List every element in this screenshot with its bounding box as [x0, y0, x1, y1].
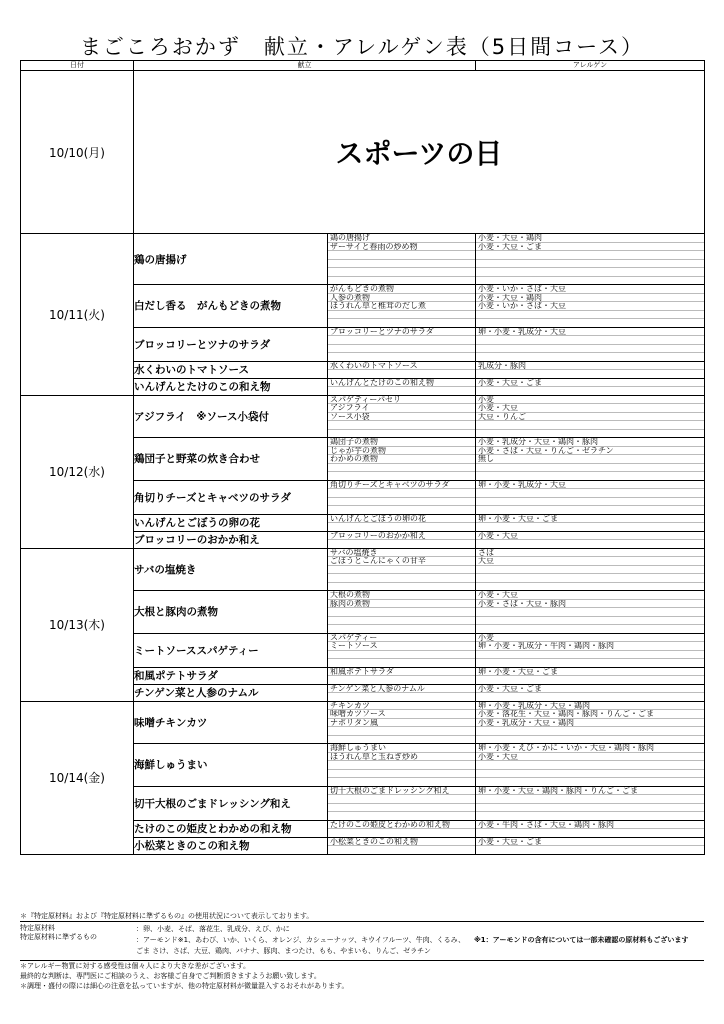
- dish-name: 小松菜ときのこの和え物: [134, 837, 328, 854]
- component-name: [328, 693, 475, 701]
- allergen-list: [476, 574, 704, 583]
- component-name: ソース小袋: [328, 413, 475, 422]
- dish-row: [21, 234, 705, 285]
- allergen-list: 小麦: [476, 634, 704, 643]
- allergen-list: 無し: [476, 455, 704, 464]
- component-name: 鶏の唐揚げ: [328, 234, 475, 243]
- dish-name: 角切りチーズとキャベツのサラダ: [134, 480, 328, 514]
- note-sensitivity: ＊アレルギー物質に対する感受性は個々人により大きな差がございます。: [20, 962, 250, 970]
- component-name: [328, 540, 475, 548]
- component-name: [328, 430, 475, 438]
- component-name: じゃが芋の煮物: [328, 447, 475, 456]
- allergen-list: さば: [476, 549, 704, 558]
- header-menu: 献立: [134, 61, 476, 71]
- allergen-list: 卵・小麦・乳成分・大豆: [476, 481, 704, 490]
- allergen-cell: [476, 395, 705, 438]
- component-name: [328, 345, 475, 354]
- allergen-list: [476, 812, 704, 820]
- component-name: スパゲティー: [328, 634, 475, 643]
- component-name: 豚肉の煮物: [328, 600, 475, 609]
- allergen-list: [476, 353, 704, 361]
- note-contamination: ＊調理・盛付の際には細心の注意を払っていますが、他の特定原材料が微量混入するおそれがあります。: [20, 982, 349, 990]
- allergen-list: [476, 260, 704, 269]
- allergen-cell: [476, 531, 705, 548]
- component-name: [328, 574, 475, 583]
- allergen-list: 小麦・乳成分・大豆・鶏肉・豚肉: [476, 438, 704, 447]
- component-name: [328, 336, 475, 345]
- almond-note: ※1：アーモンドの含有については一部未確認の原材料もございます: [474, 936, 689, 944]
- dish-name: 水くわいのトマトソース: [134, 361, 328, 378]
- allergen-cell: [476, 514, 705, 531]
- note-display: ＊『特定原材料』および『特定原材料に準ずるもの』の使用状況について表示しております。: [20, 912, 314, 920]
- allergen-list: 大豆・りんご: [476, 413, 704, 422]
- allergen-list: [476, 506, 704, 514]
- component-name: [328, 319, 475, 327]
- allergen-list: [476, 727, 704, 736]
- component-cell: [328, 514, 476, 531]
- component-name: [328, 676, 475, 684]
- dish-row: [21, 395, 705, 438]
- component-name: アジフライ: [328, 404, 475, 413]
- component-name: [328, 498, 475, 507]
- component-name: ナポリタン風: [328, 719, 475, 728]
- component-cell: [328, 361, 476, 378]
- allergen-list: 卵・小麦・えび・かに・いか・大豆・鶏肉・豚肉: [476, 744, 704, 753]
- component-name: [328, 804, 475, 813]
- allergen-list: [476, 540, 704, 548]
- allergen-list: [476, 583, 704, 591]
- dish-name: 海鮮しゅうまい: [134, 744, 328, 787]
- allergen-list: [476, 676, 704, 684]
- component-name: ごぼうとこんにゃくの甘辛: [328, 557, 475, 566]
- allergen-cell: [476, 234, 705, 285]
- component-name: ほうれん草と玉ねぎ炒め: [328, 753, 475, 762]
- allergen-list: [476, 311, 704, 320]
- dish-name: たけのこの姫皮とわかめの和え物: [134, 820, 328, 837]
- allergen-cell: [476, 744, 705, 787]
- component-name: サバの塩焼き: [328, 549, 475, 558]
- component-name: たけのこの姫皮とわかめの和え物: [328, 821, 475, 830]
- allergen-list: 卵・小麦・大豆・ごま: [476, 668, 704, 677]
- allergen-list: 小麦・大豆・鶏肉: [476, 294, 704, 303]
- allergen-cell: [476, 633, 705, 667]
- component-name: ザーサイと春雨の炒め物: [328, 243, 475, 252]
- allergen-cell: [476, 548, 705, 591]
- allergen-cell: [476, 786, 705, 820]
- allergen-cell: [476, 667, 705, 684]
- allergen-list: [476, 472, 704, 480]
- component-name: [328, 608, 475, 617]
- allergen-list: [476, 268, 704, 277]
- dish-name: サバの塩焼き: [134, 548, 328, 591]
- allergen-list: 小麦・いか・さば・大豆: [476, 285, 704, 294]
- component-cell: [328, 820, 476, 837]
- component-name: [328, 795, 475, 804]
- label-specified: 特定原材料: [20, 924, 55, 932]
- allergen-list: [476, 489, 704, 498]
- allergen-list: 小麦・大豆・ごま: [476, 685, 704, 694]
- header-date: 日付: [21, 61, 134, 71]
- component-cell: [328, 837, 476, 854]
- allergen-list: [476, 421, 704, 430]
- allergen-list: [476, 430, 704, 438]
- allergen-list: 小麦・落花生・大豆・鶏肉・豚肉・りんご・ごま: [476, 710, 704, 719]
- component-name: ブロッコリーのおかか和え: [328, 532, 475, 541]
- allergen-list: [476, 251, 704, 260]
- component-name: がんもどきの煮物: [328, 285, 475, 294]
- dish-name: いんげんとたけのこの和え物: [134, 378, 328, 395]
- component-name: [328, 566, 475, 575]
- component-cell: [328, 531, 476, 548]
- dish-row: [21, 701, 705, 744]
- component-name: [328, 812, 475, 820]
- allergen-list: [476, 277, 704, 285]
- allergen-list: [476, 464, 704, 473]
- dish-name: 白だし香る がんもどきの煮物: [134, 285, 328, 328]
- component-name: [328, 761, 475, 770]
- component-name: [328, 770, 475, 779]
- component-name: [328, 387, 475, 395]
- allergen-cell: [476, 684, 705, 701]
- allergen-cell: [476, 701, 705, 744]
- allergen-list: 卵・小麦・乳成分・大豆・鶏肉: [476, 702, 704, 711]
- allergen-list: 小麦・大豆・鶏肉: [476, 234, 704, 243]
- allergen-list: 小麦: [476, 396, 704, 405]
- date-cell: 10/10(月): [21, 71, 134, 234]
- component-name: [328, 277, 475, 285]
- component-name: [328, 311, 475, 320]
- allergen-list: [476, 795, 704, 804]
- component-name: [328, 617, 475, 626]
- allergen-list: [476, 370, 704, 378]
- allergen-list: 小麦・大豆・ごま: [476, 379, 704, 388]
- component-name: スパゲティーパセリ: [328, 396, 475, 405]
- allergen-list: [476, 761, 704, 770]
- component-cell: [328, 667, 476, 684]
- component-name: ミートソース: [328, 642, 475, 651]
- holiday-row: [21, 71, 705, 234]
- component-cell: [328, 633, 476, 667]
- component-name: [328, 625, 475, 633]
- component-name: [328, 659, 475, 667]
- allergen-list: [476, 523, 704, 531]
- component-name: [328, 489, 475, 498]
- menu-allergen-table: [20, 60, 705, 855]
- component-name: [328, 829, 475, 837]
- component-cell: [328, 548, 476, 591]
- note-judgement: 最終的な判断は、専門医にご相談のうえ、お客様ご自身でご判断頂きますようお願い致します。: [20, 972, 321, 980]
- component-name: [328, 251, 475, 260]
- dish-name: チンゲン菜と人参のナムル: [134, 684, 328, 701]
- component-name: 小松菜ときのこの和え物: [328, 838, 475, 847]
- allergen-list: 小麦・大豆・ごま: [476, 838, 704, 847]
- component-name: いんげんとたけのこの和え物: [328, 379, 475, 388]
- header-allergen: アレルゲン: [476, 61, 705, 71]
- allergen-list: 乳成分・豚肉: [476, 362, 704, 371]
- allergen-list: [476, 736, 704, 744]
- component-name: [328, 736, 475, 744]
- component-name: [328, 778, 475, 786]
- date-cell: 10/13(木): [21, 548, 134, 701]
- allergen-cell: [476, 378, 705, 395]
- component-name: [328, 464, 475, 473]
- component-name: ほうれん草と椎茸のだし煮: [328, 302, 475, 311]
- allergen-list: [476, 778, 704, 786]
- component-name: [328, 727, 475, 736]
- dish-name: アジフライ ※ソース小袋付: [134, 395, 328, 438]
- dish-name: 切干大根のごまドレッシング和え: [134, 786, 328, 820]
- component-name: ブロッコリーとツナのサラダ: [328, 328, 475, 337]
- allergen-list: 小麦・さば・大豆・りんご・ゼラチン: [476, 447, 704, 456]
- allergen-cell: [476, 361, 705, 378]
- allergen-list: 小麦・大豆: [476, 404, 704, 413]
- allergen-list: 小麦・大豆: [476, 532, 704, 541]
- component-name: 和風ポテトサラダ: [328, 668, 475, 677]
- dish-name: ブロッコリーとツナのサラダ: [134, 327, 328, 361]
- equivalent-list: ：アーモンド※1、あわび、いか、いくら、オレンジ、カシューナッツ、キウイフルーツ、牛肉、くるみ、ごま さけ、さば、大豆、鶏肉、バナナ、豚肉、まつたけ、もも、やまいも、りんご、ゼラチン: [136, 936, 466, 955]
- dish-row: [21, 548, 705, 591]
- component-name: [328, 421, 475, 430]
- allergen-cell: [476, 480, 705, 514]
- component-name: 海鮮しゅうまい: [328, 744, 475, 753]
- allergen-list: 小麦・大豆・ごま: [476, 243, 704, 252]
- allergen-list: [476, 336, 704, 345]
- component-name: チキンカツ: [328, 702, 475, 711]
- component-name: [328, 370, 475, 378]
- component-cell: [328, 480, 476, 514]
- component-name: 水くわいのトマトソース: [328, 362, 475, 371]
- dish-name: 大根と豚肉の煮物: [134, 591, 328, 634]
- component-cell: [328, 378, 476, 395]
- allergen-list: 卵・小麦・乳成分・大豆: [476, 328, 704, 337]
- allergen-cell: [476, 285, 705, 328]
- component-name: いんげんとごぼうの卵の花: [328, 515, 475, 524]
- component-name: 人参の煮物: [328, 294, 475, 303]
- allergen-list: [476, 846, 704, 854]
- allergen-list: 卵・小麦・乳成分・牛肉・鶏肉・豚肉: [476, 642, 704, 651]
- component-name: わかめの煮物: [328, 455, 475, 464]
- allergen-list: 小麦・いか・さば・大豆: [476, 302, 704, 311]
- allergen-list: [476, 498, 704, 507]
- holiday-label: スポーツの日: [134, 71, 705, 234]
- allergen-cell: [476, 327, 705, 361]
- allergen-list: 卵・小麦・大豆・鶏肉・豚肉・りんご・ごま: [476, 787, 704, 796]
- allergen-cell: [476, 591, 705, 634]
- allergen-list: 小麦・牛肉・さば・大豆・鶏肉・豚肉: [476, 821, 704, 830]
- allergen-list: [476, 566, 704, 575]
- component-name: [328, 583, 475, 591]
- allergen-list: 小麦・大豆: [476, 753, 704, 762]
- allergen-list: [476, 345, 704, 354]
- allergen-definition-box: [20, 921, 704, 961]
- allergen-list: [476, 617, 704, 626]
- allergen-list: 小麦・さば・大豆・豚肉: [476, 600, 704, 609]
- dish-name: 和風ポテトサラダ: [134, 667, 328, 684]
- allergen-list: [476, 693, 704, 701]
- label-equivalent: 特定原材料に準ずるもの: [20, 933, 97, 941]
- component-name: [328, 353, 475, 361]
- notes: [20, 911, 704, 991]
- allergen-list: [476, 608, 704, 617]
- dish-name: ミートソーススパゲティー: [134, 633, 328, 667]
- allergen-list: [476, 651, 704, 660]
- specified-list: ：卵、小麦、そば、落花生、乳成分、えび、かに: [136, 925, 290, 933]
- component-cell: [328, 591, 476, 634]
- allergen-list: [476, 804, 704, 813]
- allergen-list: 卵・小麦・大豆・ごま: [476, 515, 704, 524]
- allergen-list: [476, 770, 704, 779]
- component-name: 味噌カツソース: [328, 710, 475, 719]
- date-cell: 10/11(火): [21, 234, 134, 396]
- component-name: チンゲン菜と人参のナムル: [328, 685, 475, 694]
- component-name: [328, 523, 475, 531]
- component-cell: [328, 438, 476, 481]
- component-cell: [328, 285, 476, 328]
- dish-name: 味噌チキンカツ: [134, 701, 328, 744]
- allergen-list: [476, 829, 704, 837]
- component-cell: [328, 786, 476, 820]
- page-title: まごころおかず 献立・アレルゲン表（5日間コース）: [79, 35, 645, 59]
- allergen-list: 大豆: [476, 557, 704, 566]
- component-name: [328, 651, 475, 660]
- dish-name: 鶏の唐揚げ: [134, 234, 328, 285]
- allergen-cell: [476, 837, 705, 854]
- dish-name: いんげんとごぼうの卵の花: [134, 514, 328, 531]
- allergen-cell: [476, 438, 705, 481]
- component-cell: [328, 701, 476, 744]
- header-row: [21, 61, 705, 71]
- component-name: 大根の煮物: [328, 591, 475, 600]
- component-cell: [328, 684, 476, 701]
- allergen-cell: [476, 820, 705, 837]
- allergen-list: 小麦・大豆: [476, 591, 704, 600]
- component-cell: [328, 744, 476, 787]
- allergen-list: [476, 387, 704, 395]
- allergen-list: [476, 659, 704, 667]
- date-cell: 10/12(水): [21, 395, 134, 548]
- allergen-list: 小麦・乳成分・大豆・鶏肉: [476, 719, 704, 728]
- component-cell: [328, 234, 476, 285]
- component-name: [328, 260, 475, 269]
- allergen-list: [476, 625, 704, 633]
- date-cell: 10/14(金): [21, 701, 134, 854]
- dish-name: ブロッコリーのおかか和え: [134, 531, 328, 548]
- component-name: 切干大根のごまドレッシング和え: [328, 787, 475, 796]
- component-name: [328, 268, 475, 277]
- component-name: 角切りチーズとキャベツのサラダ: [328, 481, 475, 490]
- component-name: [328, 846, 475, 854]
- component-name: [328, 506, 475, 514]
- component-name: [328, 472, 475, 480]
- dish-name: 鶏団子と野菜の炊き合わせ: [134, 438, 328, 481]
- component-cell: [328, 395, 476, 438]
- allergen-list: [476, 319, 704, 327]
- component-cell: [328, 327, 476, 361]
- component-name: 鶏団子の煮物: [328, 438, 475, 447]
